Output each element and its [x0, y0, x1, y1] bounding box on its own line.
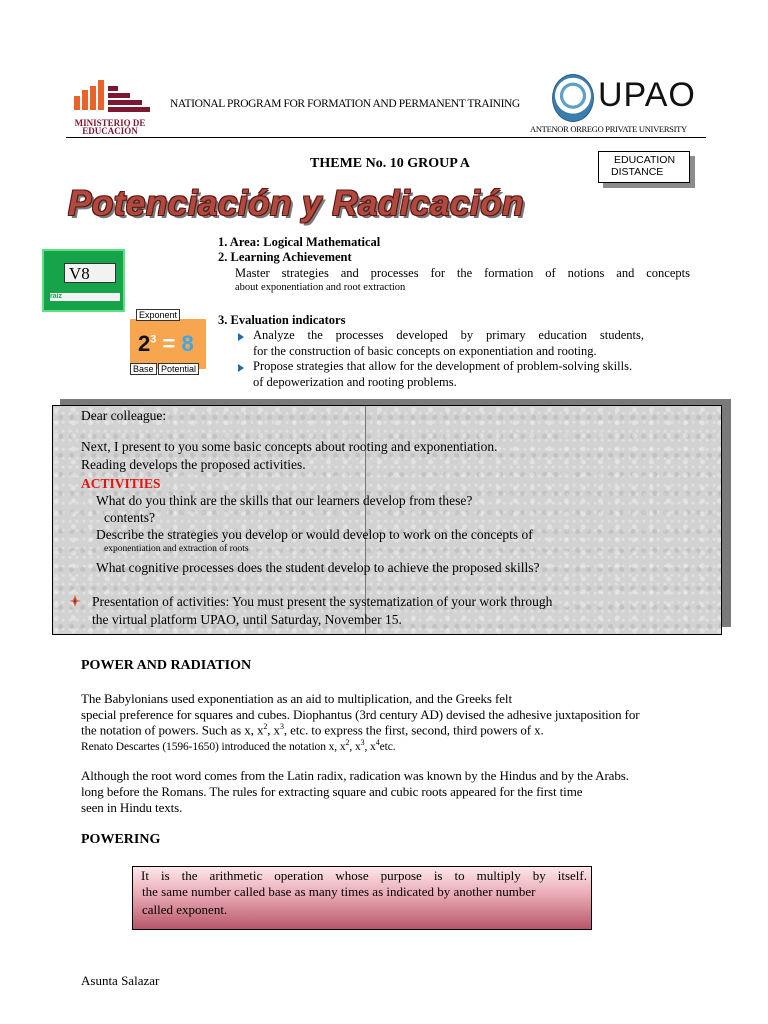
program-name: NATIONAL PROGRAM FOR FORMATION AND PERMANENT TRAINING — [170, 98, 520, 110]
exponent-label: Exponent — [136, 309, 180, 321]
intro-line1: Next, I present to you some basic concepts about rooting and exponentiation. — [81, 439, 498, 454]
area-heading: 1. Area: Logical Mathematical — [218, 235, 381, 249]
power-para2-line3: seen in Hindu texts. — [81, 800, 183, 815]
page-title: Potenciación y Radicación — [68, 184, 524, 223]
indicator1-line2: for the construction of basic concepts on exponentiation and rooting. — [253, 344, 597, 358]
bullet-arrow-icon — [238, 333, 244, 341]
achievement-text-line1: Master strategies and processes for the formation of notions and concepts — [235, 266, 690, 280]
power-para2-line1: Although the root word comes from the Latin radix, radication was known by the Hindus and by the Arabs. — [81, 768, 629, 783]
activities-heading: ACTIVITIES — [81, 476, 161, 491]
indicator2-line2: of depowerization and rooting problems. — [253, 375, 457, 389]
university-name: ANTENOR ORREGO PRIVATE UNIVERSITY — [530, 124, 687, 134]
university-logo-text: UPAO — [598, 76, 696, 114]
education-box-line2: DISTANCE — [611, 166, 664, 178]
powering-heading: POWERING — [81, 832, 161, 847]
power-radiation-heading: POWER AND RADIATION — [81, 658, 252, 673]
presentation-line2: the virtual platform UPAO, until Saturday, November 15. — [92, 612, 402, 627]
ministry-name-line1: MINISTERIO DE — [74, 118, 146, 128]
ministry-logo — [68, 82, 152, 140]
power-para1-line2: special preference for squares and cubes. Diophantus (3rd century AD) devised the adhesive juxtaposition for — [81, 707, 640, 722]
achievement-text-line2: about exponentiation and root extraction — [235, 282, 406, 293]
potential-label: Potential — [158, 363, 199, 375]
ministry-name-line2: EDUCACIÓN — [82, 126, 138, 136]
indicators-heading: 3. Evaluation indicators — [218, 313, 346, 327]
power-para1-line3: the notation of powers. Such as x, $x^2$, $x^3$, etc. to express the first, second, third powers of x. — [81, 722, 544, 738]
question1-line2: contents? — [104, 510, 155, 525]
question2-line2: exponentiation and extraction of roots — [104, 544, 249, 554]
definition-line2: the same number called base as many times as indicated by another number — [142, 884, 536, 899]
presentation-bullet-icon — [68, 594, 82, 608]
definition-line1: It is the arithmetic operation whose purpose is to multiply by itself. — [141, 868, 587, 883]
theme-label: THEME No. 10 GROUP A — [310, 156, 470, 171]
indicator1-line1: Analyze the processes developed by primary education students, — [253, 328, 644, 342]
greeting: Dear colleague: — [81, 408, 167, 423]
power-para2-line2: long before the Romans. The rules for extracting square and cubic roots appeared for the first time — [81, 784, 583, 799]
achievement-heading: 2. Learning Achievement — [218, 250, 352, 264]
definition-line3: called exponent. — [142, 902, 228, 917]
indicator2-line1: Propose strategies that allow for the development of problem-solving skills. — [253, 359, 633, 373]
equation-equals: = — [162, 331, 176, 356]
question2-line1: Describe the strategies you develop or would develop to work on the concepts of — [96, 527, 533, 542]
equation — [138, 331, 194, 357]
exponent-illustration — [130, 307, 206, 375]
upao-seal-icon — [552, 74, 594, 122]
power-para1-line4: Renato Descartes (1596-1650) introduced the notation x, $x^2$, $x^3$, $x^4etc$. — [81, 738, 396, 753]
power-para1-line1: The Babylonians used exponentiation as an aid to multiplication, and the Greeks felt — [81, 691, 512, 706]
base-label: Base — [130, 363, 157, 375]
presentation-line1: Presentation of activities: You must present the systematization of your work through — [92, 594, 553, 609]
equation-exponent: 3 — [150, 333, 157, 346]
question1-line1: What do you think are the skills that our learners develop from these? — [96, 493, 473, 508]
header-divider — [66, 137, 706, 138]
root-caption: raíz — [50, 293, 120, 301]
powering-definition-box — [132, 866, 592, 930]
question3: What cognitive processes does the student develop to achieve the proposed skills? — [96, 560, 540, 575]
root-illustration — [42, 249, 125, 312]
author-name: Asunta Salazar — [81, 973, 160, 988]
bullet-arrow-icon — [238, 364, 244, 372]
equation-result: 8 — [181, 331, 194, 356]
education-box-line1: EDUCATION — [614, 154, 676, 166]
equation-base: 2 — [138, 331, 151, 356]
education-distance-box — [598, 151, 690, 183]
root-symbol: V8 — [64, 263, 116, 283]
intro-line2: Reading develops the proposed activities. — [81, 457, 306, 472]
